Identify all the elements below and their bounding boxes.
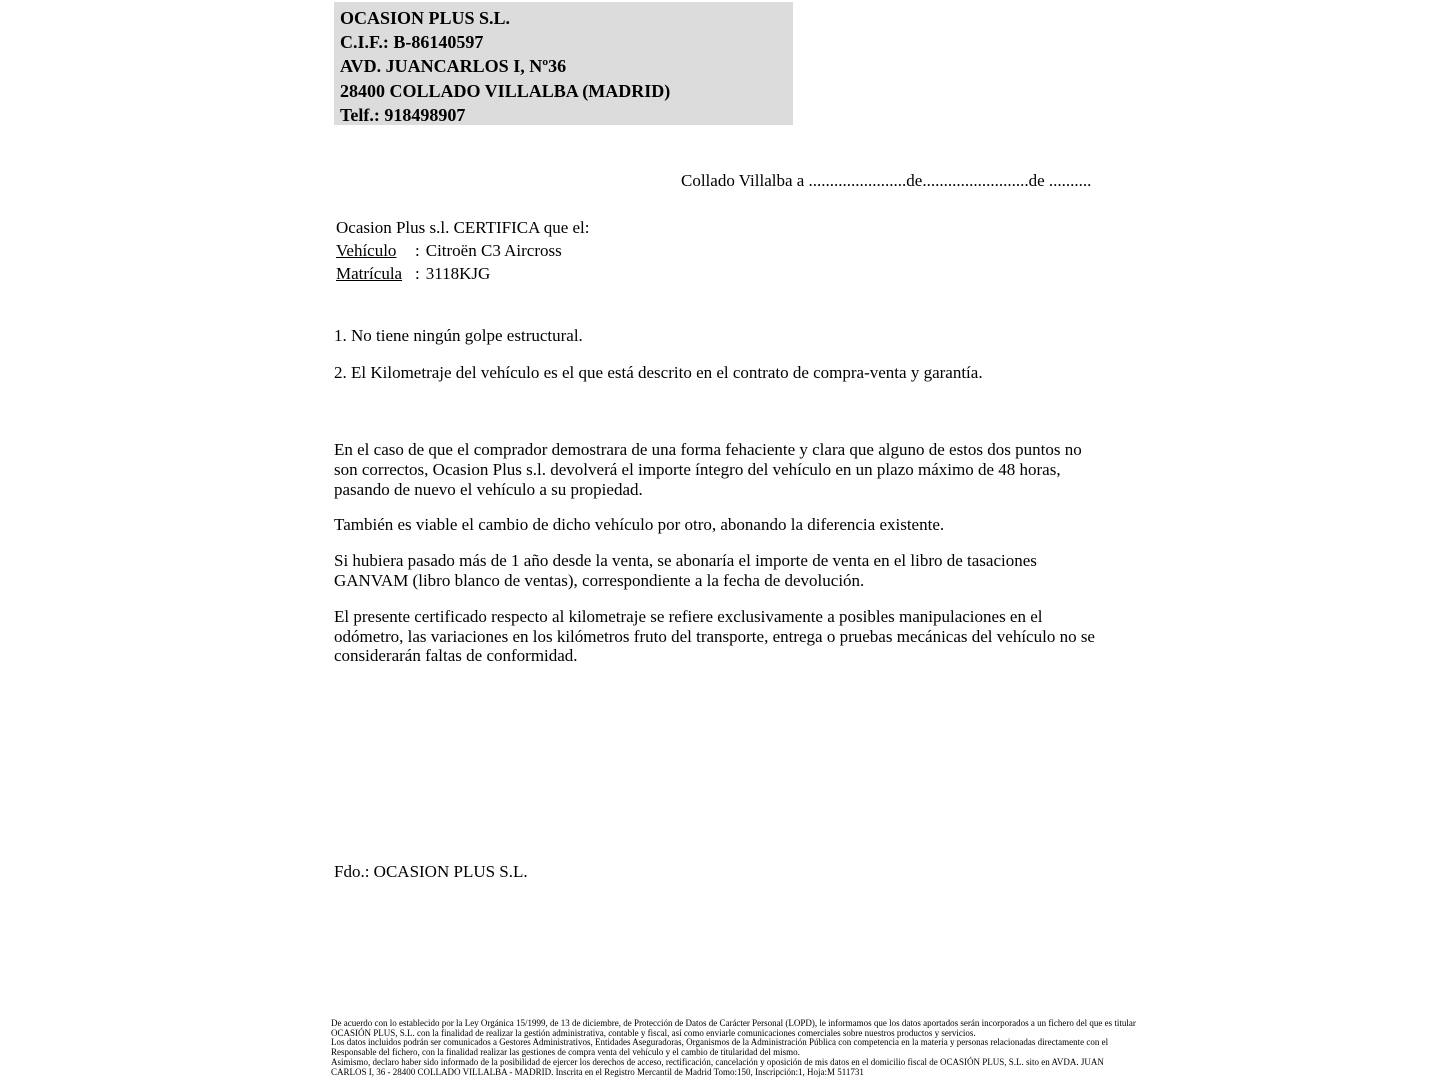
- plate-label: Matrícula: [336, 264, 403, 283]
- refund-paragraph: En el caso de que el comprador demostrara de una forma fehaciente y clara que alguno de estos dos puntos no son correctos, Ocasion Plus s.l. devolverá el importe íntegro del vehículo en un plazo máximo de 48 horas, pasando de nuevo el vehículo a su propiedad.: [334, 440, 1082, 499]
- company-cif: C.I.F.: B-86140597: [340, 32, 484, 53]
- legal-line-5: Asimismo, declaro haber sido informado de la posibilidad de ejercer los derechos de acceso, rectificación, cancelación y oposición de mis datos en el domicilio fiscal de OCASIÓN PLUS, S.L. sito en AVDA. JUAN: [331, 1056, 1104, 1067]
- company-phone: Telf.: 918498907: [340, 104, 466, 125]
- signature-line: Fdo.: OCASION PLUS S.L.: [334, 862, 528, 881]
- legal-line-4: Responsable del fichero, con la finalidad realizar las gestiones de compra venta del vehículo y el cambio de titularidad del mismo.: [331, 1047, 800, 1058]
- ganvam-paragraph: Si hubiera pasado más de 1 año desde la venta, se abonaría el importe de venta en el libro de tasaciones GANVAM (libro blanco de ventas), correspondiente a la fecha de devolución.: [334, 551, 1037, 590]
- company-address: AVD. JUANCARLOS I, Nº36: [340, 56, 567, 77]
- vehicle-separator: :: [415, 241, 420, 260]
- company-header-block: [334, 2, 793, 125]
- plate-separator: :: [415, 264, 420, 283]
- legal-line-1: De acuerdo con lo establecido por la Ley Orgánica 15/1999, de 13 de diciembre, de Protección de Datos de Carácter Personal (LOPD), le informamos que los datos aportados serán incorporados a un fichero del que es titular: [331, 1018, 1136, 1028]
- certificate-block: [336, 216, 590, 285]
- vehicle-value: Citroën C3 Aircross: [425, 241, 562, 260]
- legal-footer: [331, 1018, 1136, 1077]
- vehicle-field-row: [336, 239, 590, 262]
- plate-field-row: [336, 262, 590, 285]
- legal-line-3: Los datos incluidos podrán ser comunicados a Gestores Administrativos, Entidades Aseguradoras, Organismos de la Administración Pública con competencia en la materia y personas relacionadas directamente con el: [331, 1037, 1109, 1048]
- odometer-paragraph: El presente certificado respecto al kilometraje se refiere exclusivamente a posibles manipulaciones en el odómetro, las variaciones en los kilómetros fruto del transporte, entrega o pruebas mecánicas del vehículo no se considerarán faltas de conformidad.: [334, 606, 1095, 666]
- terms-paragraphs: [334, 440, 1102, 682]
- company-city: 28400 COLLADO VILLALBA (MADRID): [340, 80, 671, 101]
- legal-line-2: OCASIÓN PLUS, S.L. con la finalidad de realizar la gestión administrativa, contable y fiscal, así como enviarle comunicaciones comerciales sobre nuestros productos y servicios.: [331, 1027, 976, 1038]
- company-name: OCASION PLUS S.L.: [340, 8, 511, 28]
- vehicle-label: Vehículo: [336, 241, 397, 260]
- certifica-intro: Ocasion Plus s.l. CERTIFICA que el:: [336, 218, 590, 237]
- legal-line-6: CARLOS I, 36 - 28400 COLLADO VILLALBA - MADRID. Inscrita en el Registro Mercantil de Madrid Tomo:150, Inscripción:1, Hoja:M 511731: [331, 1066, 864, 1077]
- exchange-paragraph: También es viable el cambio de dicho vehículo por otro, abonando la diferencia existente.: [334, 515, 945, 535]
- point-2: 2. El Kilometraje del vehículo es el que está descrito en el contrato de compra-venta y garantía.: [334, 363, 983, 382]
- certified-points-list: [334, 326, 1102, 400]
- date-line: Collado Villalba a .......................de.........................de ..........: [681, 171, 1092, 190]
- point-1: 1. No tiene ningún golpe estructural.: [334, 326, 583, 345]
- plate-value: 3118KJG: [425, 264, 491, 283]
